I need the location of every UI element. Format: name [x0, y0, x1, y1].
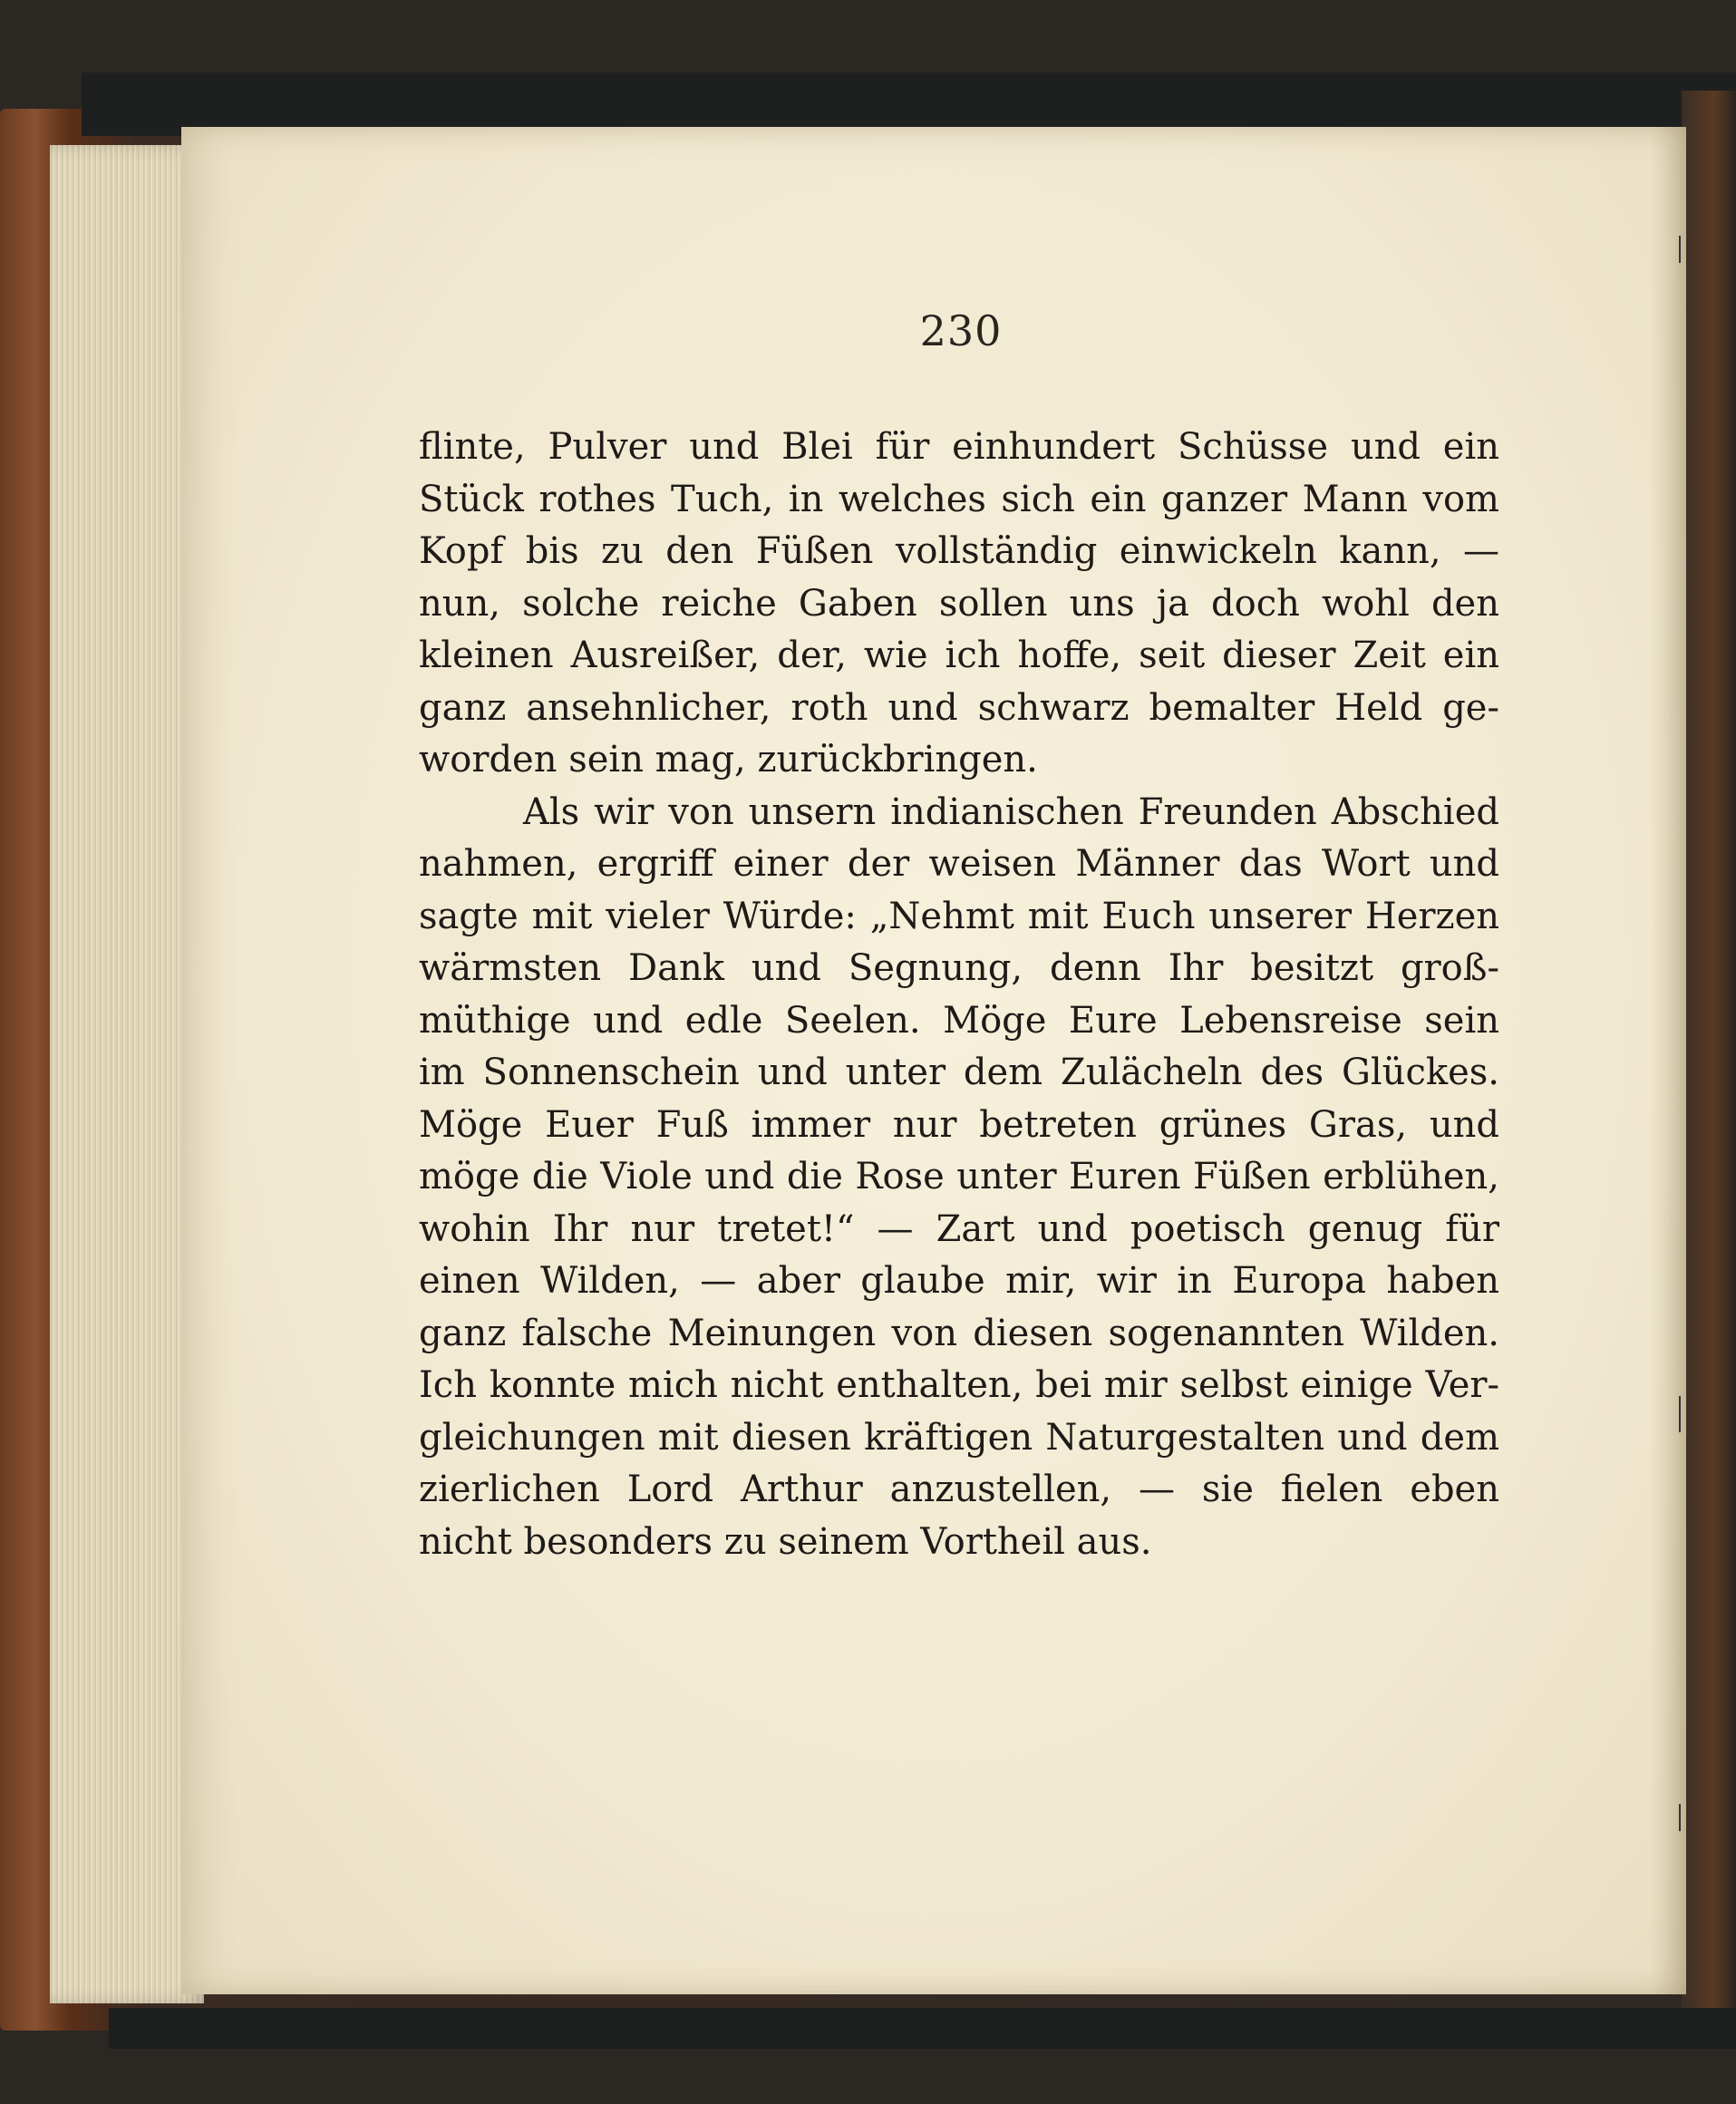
text-line: Kopf bis zu den Füßen vollständig einwickeln kann, — [419, 530, 1499, 572]
book-spine [1682, 91, 1736, 2040]
gutter-mark [1679, 1396, 1681, 1432]
text-line: Stück rothes Tuch, in welches sich ein ganzer Mann vom [419, 478, 1499, 520]
text-line: im Sonnenschein und unter dem Zulächeln des Glückes. [419, 1052, 1499, 1093]
text-line: ganz falsche Meinungen von diesen sogenannten Wilden. [419, 1312, 1499, 1354]
text-line: flinte, Pulver und Blei für einhundert Schüsse und ein [419, 426, 1499, 468]
text-line: nicht besonders zu seinem Vortheil aus. [419, 1520, 1152, 1563]
text-line: Als wir von unsern indianischen Freunden Abschied [523, 790, 1499, 833]
text-line: gleichungen mit diesen kräftigen Naturgestalten und dem [419, 1416, 1499, 1459]
text-line: müthige und edle Seelen. Möge Eure Lebensreise sein [419, 999, 1499, 1042]
text-line: worden sein mag, zurückbringen. [419, 739, 1038, 781]
text-line: nahmen, ergriff einer der weisen Männer das Wort und [419, 843, 1499, 885]
page-gutter [1650, 127, 1686, 1994]
text-line: Möge Euer Fuß immer nur betreten grünes Gras, und [419, 1103, 1499, 1146]
gutter-mark [1679, 1804, 1681, 1831]
text-line: möge die Viole und die Rose unter Euren Füßen erblühen, [419, 1156, 1499, 1197]
text-line: nun, solche reiche Gaben sollen uns ja doch wohl den [419, 582, 1499, 625]
body-text [419, 422, 1499, 1568]
text-line: wärmsten Dank und Segnung, denn Ihr besitzt groß- [419, 947, 1499, 989]
text-line: sagte mit vieler Würde: „Nehmt mit Euch unserer Herzen [419, 895, 1499, 937]
page-number: 230 [919, 306, 1003, 355]
text-line: kleinen Ausreißer, der, wie ich hoffe, seit dieser Zeit ein [419, 635, 1499, 676]
gutter-mark [1679, 236, 1681, 263]
text-line: wohin Ihr nur tretet!“ — Zart und poetisch genug für [419, 1207, 1499, 1250]
cover-bottom-board [109, 2008, 1736, 2049]
text-line: Ich konnte mich nicht enthalten, bei mir selbst einige Ver- [419, 1364, 1499, 1406]
text-line: zierlichen Lord Arthur anzustellen, — sie fielen eben [419, 1469, 1499, 1510]
text-line: ganz ansehnlicher, roth und schwarz bemalter Held ge- [419, 686, 1499, 729]
text-line: einen Wilden, — aber glaube mir, wir in Europa haben [419, 1260, 1499, 1302]
